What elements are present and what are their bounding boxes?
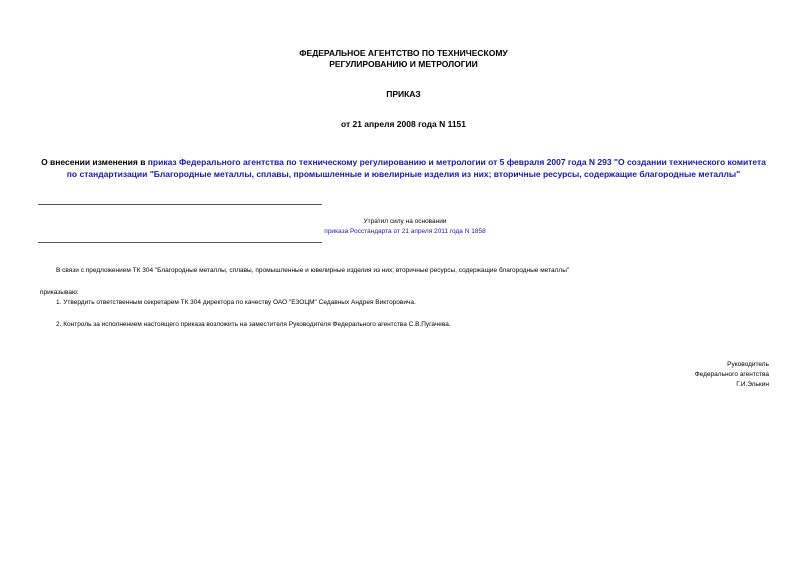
repeal-link[interactable]: приказа Росстандарта от 21 апреля 2011 года N 1858 (324, 228, 486, 235)
divider-bottom (38, 242, 322, 243)
repeal-notice (270, 217, 540, 237)
subject-link[interactable]: приказ Федерального агентства по техническому регулированию и метрологии от 5 февраля 2007 года N 293 "О создании технического комитета по стандартизации "Благородные металлы, сплавы, промышленные и ювелирные изделия из них; вторичные ресурсы, содержащие благородные металлы" (66, 157, 766, 179)
divider-top (38, 204, 322, 205)
signature-position: Руководитель (727, 361, 769, 368)
agency-line-1: ФЕДЕРАЛЬНОЕ АГЕНТСТВО ПО ТЕХНИЧЕСКОМУ (299, 48, 508, 58)
order-word: приказываю: (40, 289, 79, 296)
order-subject (40, 157, 767, 180)
intro-paragraph: В связи с предложением ТК 304 "Благородные металлы, сплавы, промышленные и ювелирные изделия из них; вторичные ресурсы, содержащие благородные металлы" (56, 267, 570, 274)
agency-line-2: РЕГУЛИРОВАНИЮ И МЕТРОЛОГИИ (329, 59, 478, 69)
signature-name: Г.И.Элькин (736, 381, 769, 388)
signature-block (695, 360, 769, 390)
signature-agency: Федерального агентства (694, 371, 769, 378)
agency-header (0, 48, 807, 70)
subject-prefix: О внесении изменения в (41, 157, 148, 167)
repeal-text: Утратил силу на основании (363, 218, 447, 225)
order-item-2: 2. Контроль за исполнением настоящего приказа возложить на заместителя Руководителя Федерального агентства С.В.Пугачева. (56, 321, 451, 328)
order-date: от 21 апреля 2008 года N 1151 (340, 119, 467, 129)
order-title: ПРИКАЗ (386, 89, 421, 99)
order-item-1: 1. Утвердить ответственным секретарем ТК 304 директора по качеству ОАО "ЕЗОЦМ" Седавных Андрея Викторовича. (56, 299, 416, 306)
